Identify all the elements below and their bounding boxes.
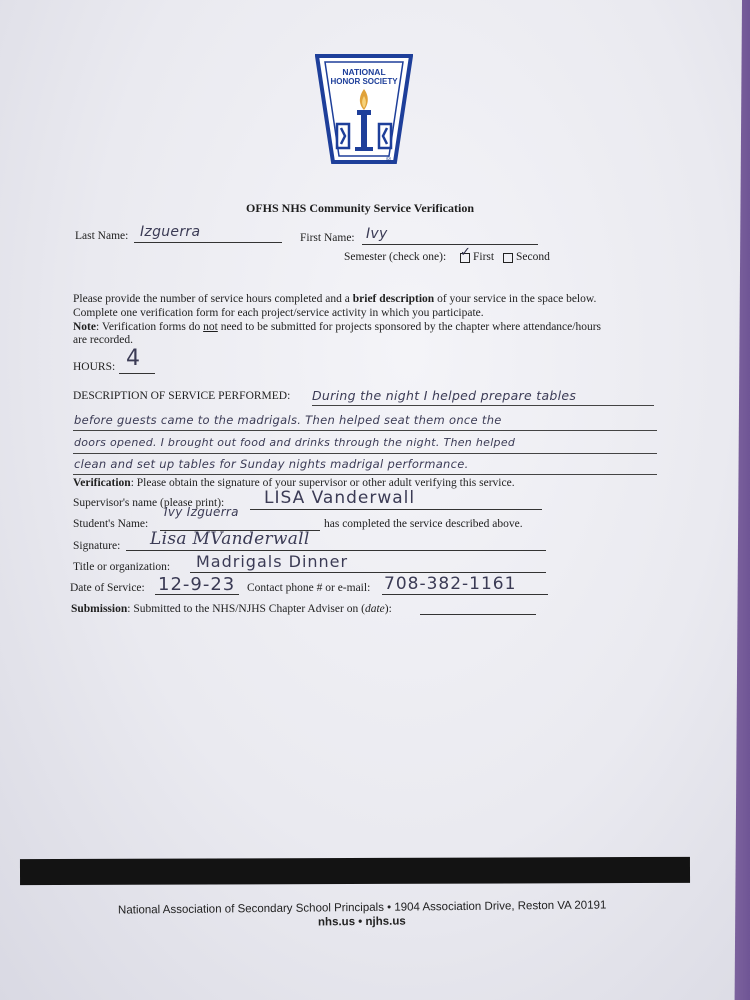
date-label: Date of Service: (70, 582, 145, 594)
semester-second-label: Second (516, 251, 550, 263)
check-mark-icon: ✓ (460, 245, 471, 260)
contact-value[interactable]: 708-382-1161 (384, 574, 517, 594)
first-name-value[interactable]: Ivy (366, 226, 388, 242)
signature-label: Signature: (73, 540, 121, 552)
submission-text: Submission: Submitted to the NHS/NJHS Chapter Adviser on (date): (71, 603, 392, 615)
student-name-label: Student's Name: (73, 518, 149, 530)
hours-value[interactable]: 4 (126, 346, 141, 371)
description-line-4 (73, 474, 657, 475)
nhs-keystone-logo (315, 52, 413, 167)
logo-text-line1: NATIONAL (342, 67, 386, 77)
title-org-line (190, 572, 546, 573)
logo-text-line2: HONOR SOCIETY (330, 77, 398, 86)
supervisor-value[interactable]: LISA Vanderwall (264, 488, 416, 508)
description-line-1 (312, 405, 654, 406)
hours-line (119, 373, 155, 374)
first-name-label: First Name: (300, 232, 355, 244)
supervisor-label: Supervisor's name (please print): (73, 497, 225, 509)
description-line-2 (73, 430, 657, 431)
hours-label: HOURS: (73, 361, 116, 373)
contact-label: Contact phone # or e-mail: (247, 582, 371, 594)
student-name-value[interactable]: Ivy Izguerra (164, 505, 239, 519)
title-org-value[interactable]: Madrigals Dinner (196, 552, 349, 571)
semester-first-label: First (473, 251, 495, 263)
instructions-line-2: Complete one verification form for each project/service activity in which you participate. (73, 307, 484, 319)
footer-websites: nhs.us • njhs.us (317, 915, 406, 929)
signature-line (126, 550, 546, 551)
description-label: DESCRIPTION OF SERVICE PERFORMED: (73, 390, 291, 402)
student-name-suffix: has completed the service described above. (324, 518, 523, 530)
form-title: OFHS NHS Community Service Verification (246, 201, 474, 215)
last-name-line (134, 242, 282, 243)
footer-address: National Association of Secondary School Principals • 1904 Association Drive, Reston VA 20191 (117, 899, 607, 917)
supervisor-line (250, 509, 542, 510)
last-name-label: Last Name: (75, 230, 129, 242)
registered-mark: ® (386, 157, 392, 164)
footer-bar (20, 857, 690, 885)
submission-date-line[interactable] (420, 614, 536, 615)
instructions-line-4: are recorded. (73, 334, 134, 346)
description-text-3[interactable]: doors opened. I brought out food and drinks through the night. Then helped (74, 436, 516, 449)
verification-text: Verification: Please obtain the signature of your supervisor or other adult verifying this service. (73, 477, 515, 489)
description-text-4[interactable]: clean and set up tables for Sunday nights madrigal performance. (74, 457, 469, 471)
date-value[interactable]: 12-9-23 (158, 574, 236, 595)
title-org-label: Title or organization: (73, 561, 171, 573)
description-text-1[interactable]: During the night I helped prepare tables (312, 388, 577, 403)
semester-second-checkbox[interactable] (503, 253, 513, 263)
first-name-line (362, 244, 538, 245)
instructions-line-3: Note: Verification forms do not need to be submitted for projects sponsored by the chapter where attendance/hours (73, 321, 602, 333)
description-line-3 (73, 453, 657, 454)
description-text-2[interactable]: before guests came to the madrigals. Then helped seat them once the (74, 413, 502, 427)
semester-label: Semester (check one): (344, 251, 447, 263)
last-name-value[interactable]: Izguerra (140, 224, 201, 240)
contact-line (382, 594, 548, 595)
signature-value[interactable]: Lisa MVanderwall (150, 529, 310, 549)
instructions-line-1: Please provide the number of service hours completed and a brief description of your service in the space below. (73, 293, 597, 305)
